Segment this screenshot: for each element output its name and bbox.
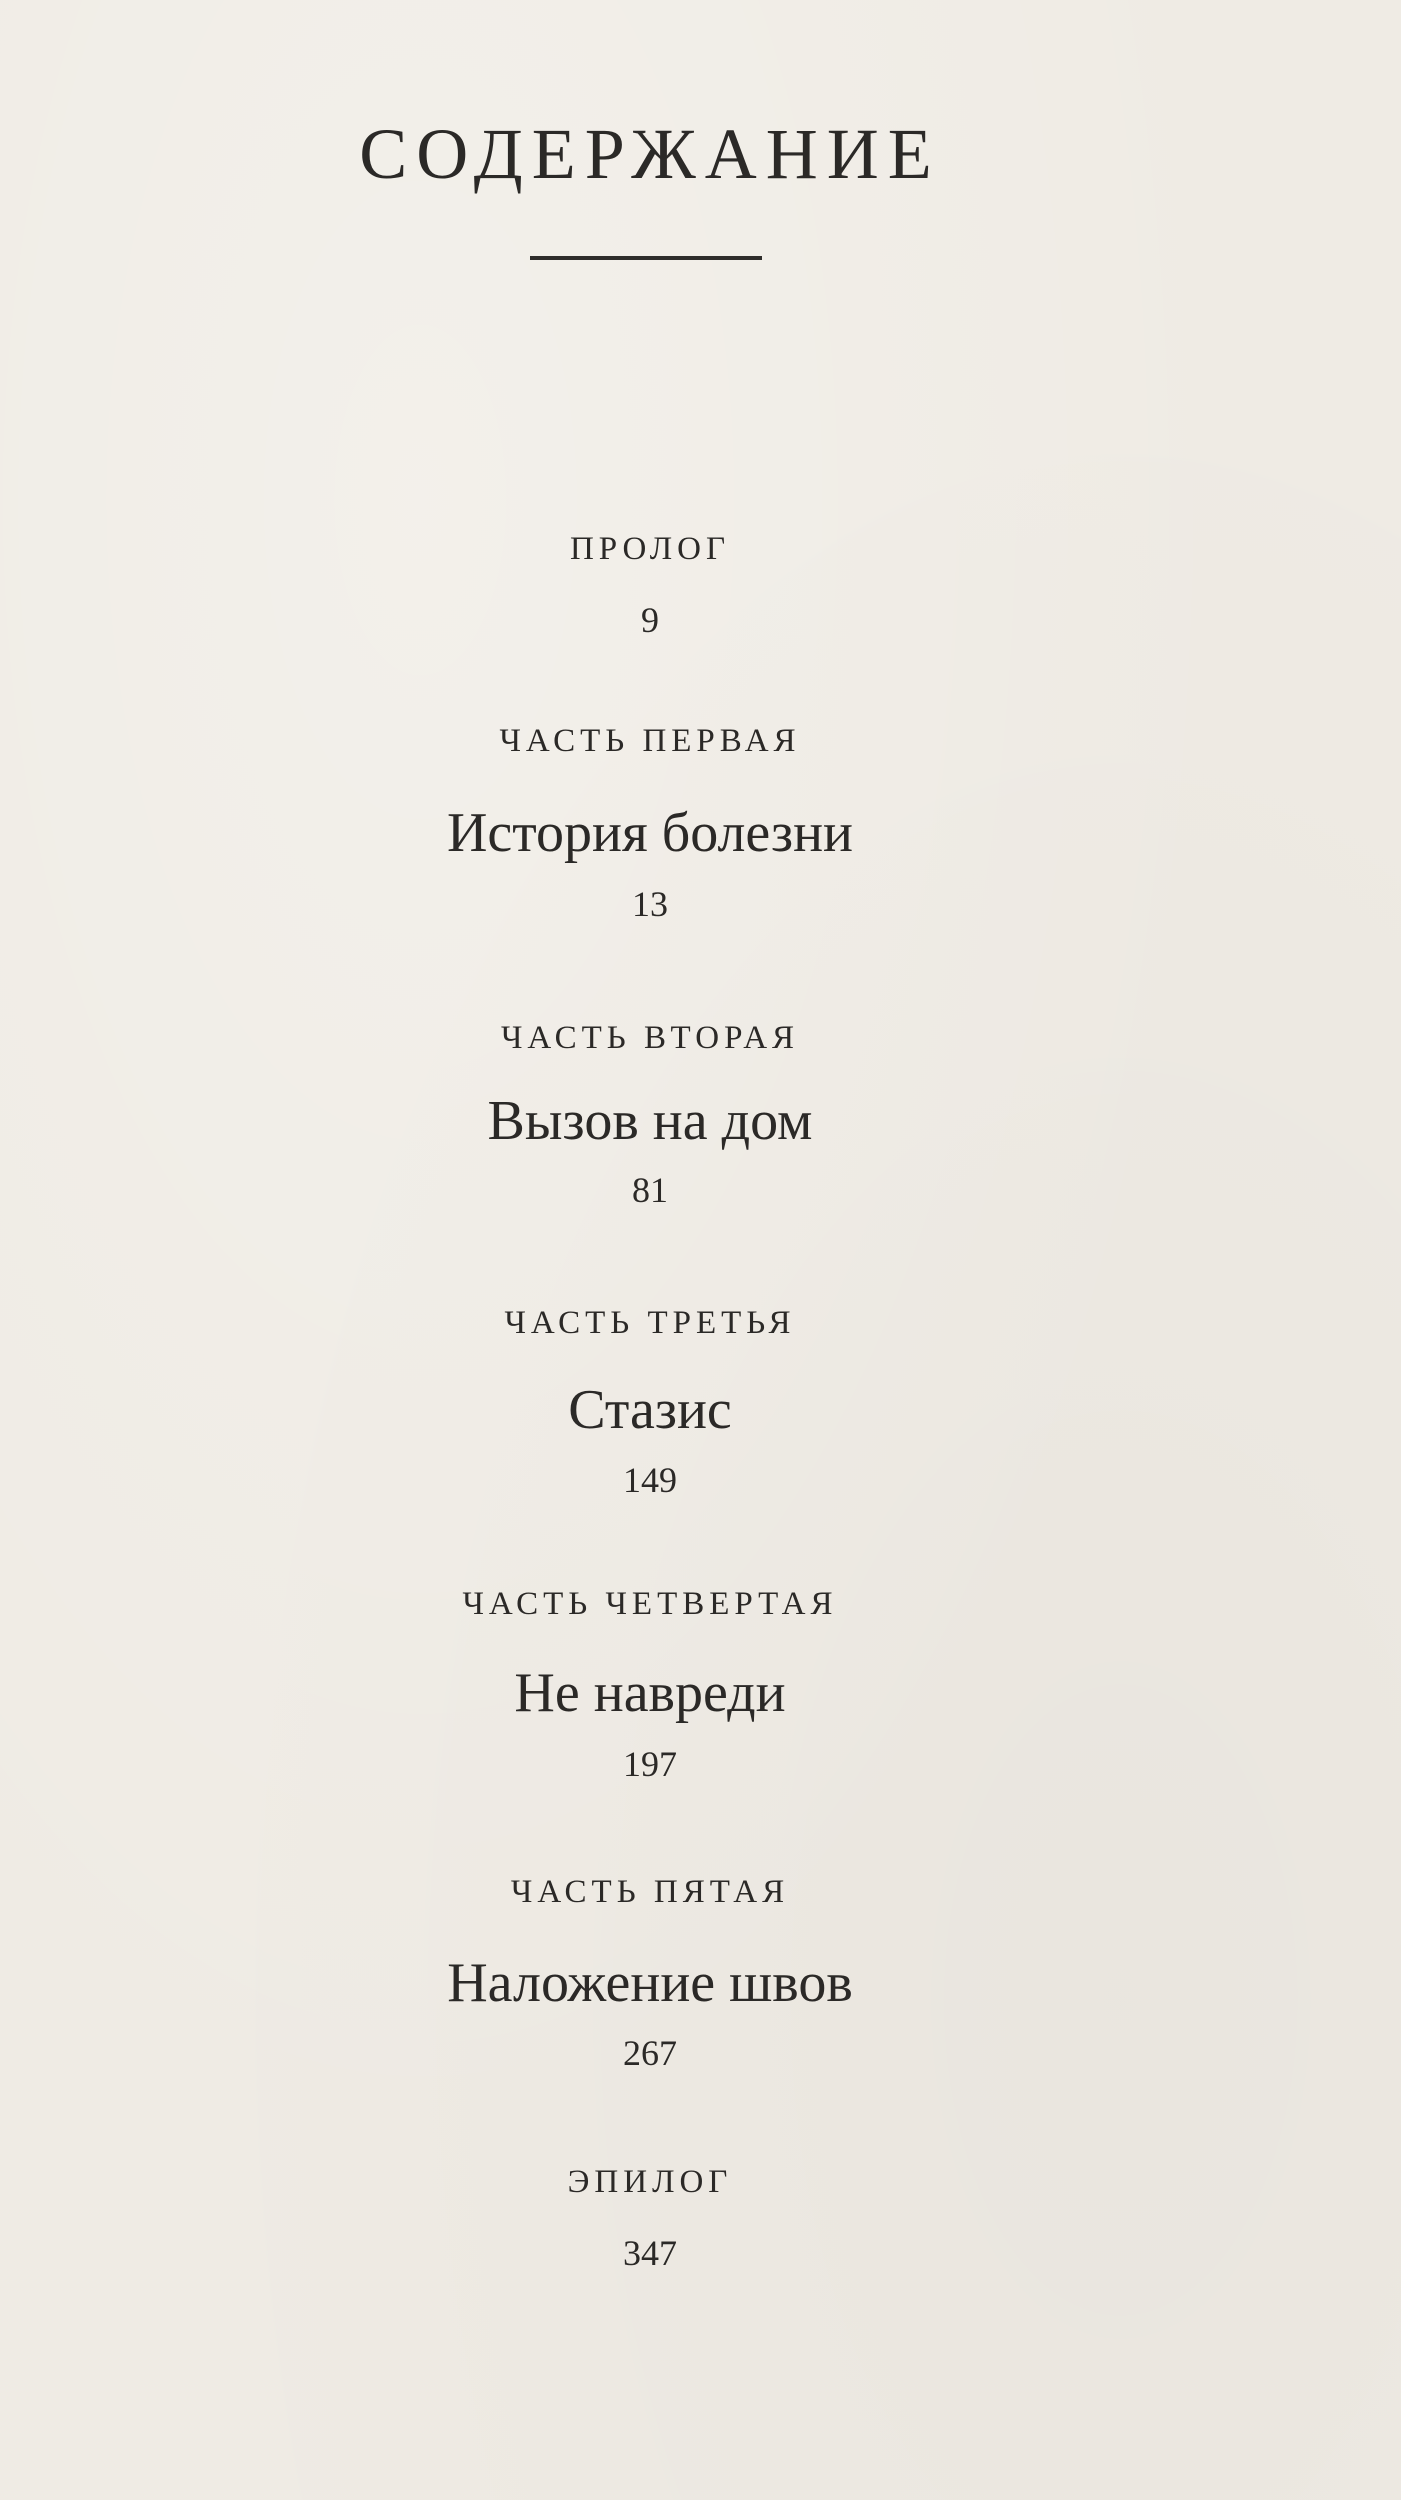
part-4-title: Не навреди	[514, 1662, 786, 1724]
part-2-label: ЧАСТЬ ВТОРАЯ	[500, 1020, 800, 1056]
part-5-title: Наложение швов	[447, 1952, 853, 2014]
title-divider	[530, 256, 762, 260]
part-5-page-number: 267	[623, 2033, 677, 2073]
epilogue-page-number: 347	[623, 2233, 677, 2273]
part-1-page-number: 13	[632, 884, 668, 924]
prologue-label: ПРОЛОГ	[569, 531, 731, 567]
epilogue-label: ЭПИЛОГ	[567, 2164, 733, 2200]
prologue-page-number: 9	[641, 600, 659, 640]
part-3-page-number: 149	[623, 1460, 677, 1500]
part-3-title: Стазис	[568, 1379, 732, 1441]
part-4-label: ЧАСТЬ ЧЕТВЕРТАЯ	[462, 1586, 838, 1622]
part-2-page-number: 81	[632, 1170, 668, 1210]
part-5-label: ЧАСТЬ ПЯТАЯ	[510, 1874, 790, 1910]
page-title: СОДЕРЖАНИЕ	[359, 114, 941, 194]
part-2-title: Вызов на дом	[487, 1090, 813, 1152]
part-1-label: ЧАСТЬ ПЕРВАЯ	[499, 723, 801, 759]
part-3-label: ЧАСТЬ ТРЕТЬЯ	[504, 1305, 796, 1341]
part-4-page-number: 197	[623, 1744, 677, 1784]
part-1-title: История болезни	[446, 802, 854, 864]
